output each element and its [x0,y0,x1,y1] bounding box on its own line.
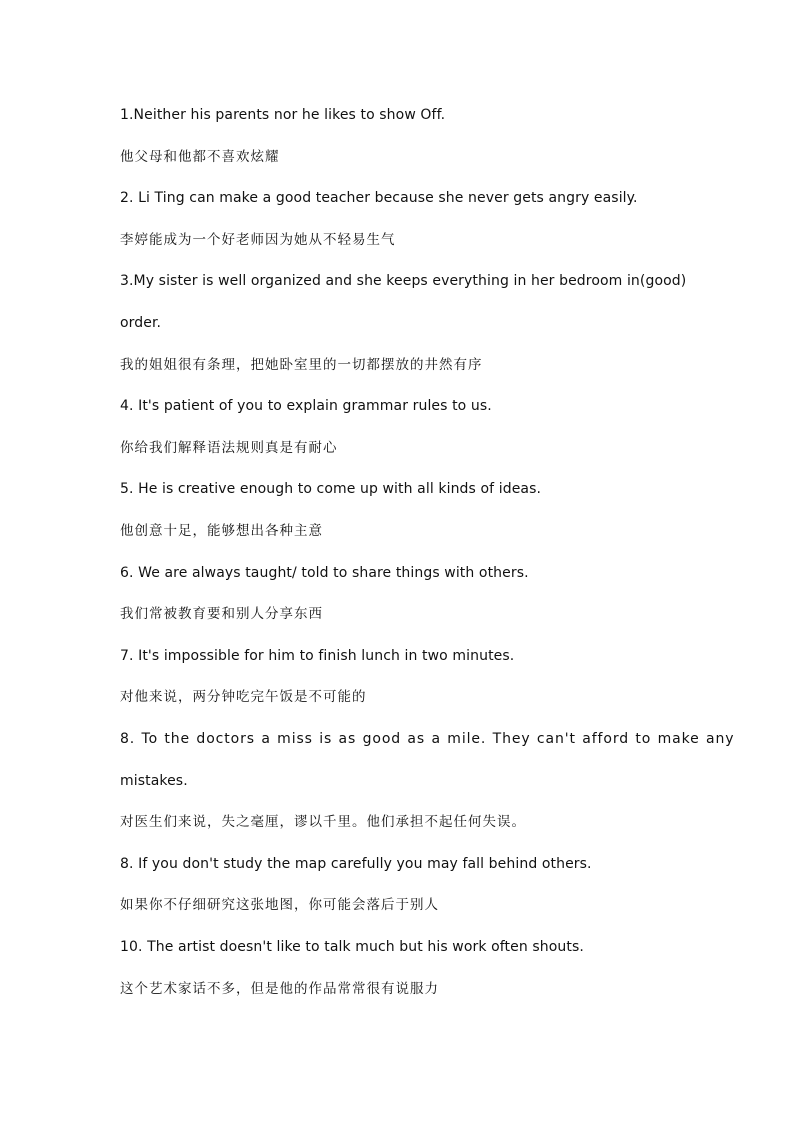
sentence-7-chinese: 对他来说，两分钟吃完午饭是不可能的 [120,689,367,705]
sentence-3-english-line-1: 3.My sister is well organized and she keeps everything in her bedroom in(good) [120,273,687,289]
sentence-4-english: 4. It's patient of you to explain grammar rules to us. [120,398,492,414]
sentence-6-chinese: 我们常被教育要和别人分享东西 [120,606,323,622]
sentence-6-english: 6. We are always taught/ told to share things with others. [120,565,529,581]
sentence-8-english-line-1: 8. To the doctors a miss is as good as a mile. They can't afford to make any [120,731,735,747]
sentence-7-english: 7. It's impossible for him to finish lunch in two minutes. [120,648,515,664]
sentence-8-english-line-2: mistakes. [120,773,188,789]
sentence-5-english: 5. He is creative enough to come up with all kinds of ideas. [120,481,542,497]
sentence-2-english: 2. Li Ting can make a good teacher because she never gets angry easily. [120,190,638,206]
sentence-3-chinese: 我的姐姐很有条理，把她卧室里的一切都摆放的井然有序 [120,357,483,373]
sentence-8-chinese: 对医生们来说，失之毫厘，谬以千里。他们承担不起任何失误。 [120,814,526,830]
sentence-2-chinese: 李婷能成为一个好老师因为她从不轻易生气 [120,232,396,248]
sentence-9-english: 8. If you don't study the map carefully you may fall behind others. [120,856,592,872]
sentence-3-english-line-2: order. [120,315,162,331]
sentence-10-chinese: 这个艺术家话不多，但是他的作品常常很有说服力 [120,981,439,997]
sentence-1-chinese: 他父母和他都不喜欢炫耀 [120,149,280,165]
sentence-5-chinese: 他创意十足，能够想出各种主意 [120,523,323,539]
sentence-1-english: 1.Neither his parents nor he likes to show Off. [120,107,446,123]
sentence-4-chinese: 你给我们解释语法规则真是有耐心 [120,440,338,456]
sentence-10-english: 10. The artist doesn't like to talk much but his work often shouts. [120,939,584,955]
sentence-9-chinese: 如果你不仔细研究这张地图，你可能会落后于别人 [120,897,439,913]
